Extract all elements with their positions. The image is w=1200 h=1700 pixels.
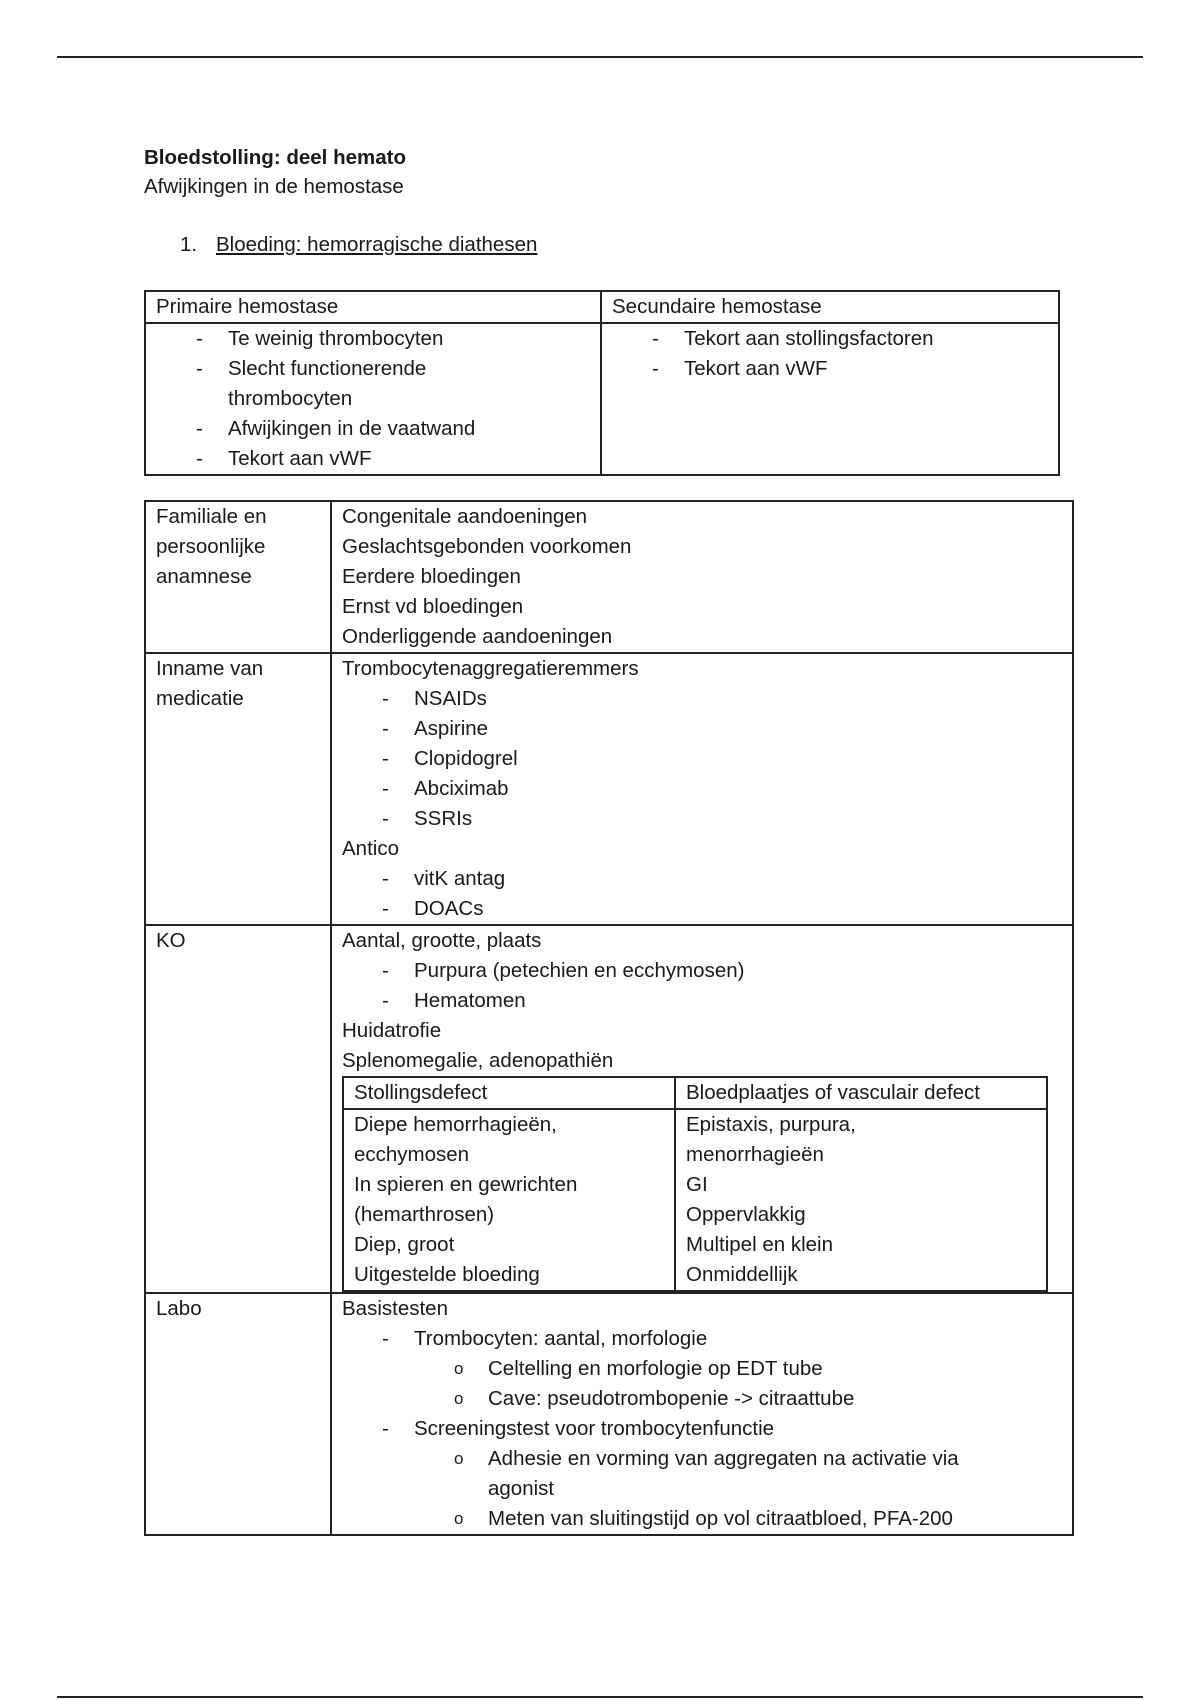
text-line: Onmiddellijk bbox=[686, 1263, 798, 1286]
text-line: Trombocytenaggregatieremmers bbox=[342, 657, 639, 680]
text-line: Diep, groot bbox=[354, 1233, 455, 1256]
section-number: 1. bbox=[180, 233, 198, 256]
list-item: - Hematomen bbox=[342, 986, 1064, 1016]
table-header-secondary: Secundaire hemostase bbox=[601, 291, 1059, 323]
list-item: - Tekort aan stollingsfactoren bbox=[612, 324, 1050, 354]
text-line: Ernst vd bloedingen bbox=[342, 595, 524, 618]
ko-content bbox=[331, 925, 1073, 1293]
text-line: Eerdere bloedingen bbox=[342, 565, 521, 588]
medication-content bbox=[331, 653, 1073, 925]
table-row bbox=[145, 925, 1073, 1293]
inner-header-coagulation: Stollingsdefect bbox=[343, 1077, 675, 1109]
bleeding-comparison-table bbox=[342, 1076, 1048, 1292]
list-item: - NSAIDs bbox=[342, 684, 1064, 714]
list-item: - DOACs bbox=[342, 894, 1064, 924]
secondary-hemostasis-cell bbox=[601, 323, 1059, 475]
text-line: Epistaxis, purpura, menorrhagieën bbox=[686, 1113, 856, 1166]
anamnesis-table bbox=[144, 500, 1074, 1536]
text-line: Aantal, grootte, plaats bbox=[342, 929, 542, 952]
text-line: Uitgestelde bloeding bbox=[354, 1263, 540, 1286]
sub-list-item: o Cave: pseudotrombopenie -> citraattube bbox=[342, 1384, 1064, 1414]
header-rule bbox=[57, 56, 1143, 58]
list-item: - Screeningstest voor trombocytenfunctie bbox=[342, 1414, 1064, 1444]
familial-content bbox=[331, 501, 1073, 653]
text-line: GI bbox=[686, 1173, 708, 1196]
labo-content bbox=[331, 1293, 1073, 1535]
list-item: - Te weinig thrombocyten bbox=[156, 324, 592, 354]
page-subtitle: Afwijkingen in de hemostase bbox=[144, 175, 404, 198]
row-label-labo: Labo bbox=[145, 1293, 331, 1535]
row-label-ko: KO bbox=[145, 925, 331, 1293]
section-heading bbox=[180, 230, 537, 260]
text-line: Oppervlakkig bbox=[686, 1203, 806, 1226]
text-line: Onderliggende aandoeningen bbox=[342, 625, 613, 648]
list-item: - Clopidogrel bbox=[342, 744, 1064, 774]
table-row bbox=[145, 653, 1073, 925]
list-item: - Aspirine bbox=[342, 714, 1064, 744]
page-title: Bloedstolling: deel hemato bbox=[144, 146, 406, 169]
text-line: Splenomegalie, adenopathiën bbox=[342, 1049, 614, 1072]
list-item: - Trombocyten: aantal, morfologie bbox=[342, 1324, 1064, 1354]
text-line: Geslachtsgebonden voorkomen bbox=[342, 535, 632, 558]
hemostasis-table bbox=[144, 290, 1060, 476]
text-line: Antico bbox=[342, 837, 399, 860]
list-item: - SSRIs bbox=[342, 804, 1064, 834]
footer-rule bbox=[57, 1696, 1143, 1698]
list-item: - Slecht functionerende thrombocyten bbox=[156, 354, 592, 414]
coagulation-defect-cell bbox=[343, 1109, 675, 1291]
list-item: - vitK antag bbox=[342, 864, 1064, 894]
list-item: - Afwijkingen in de vaatwand bbox=[156, 414, 592, 444]
table-header-primary: Primaire hemostase bbox=[145, 291, 601, 323]
list-item: - Tekort aan vWF bbox=[156, 444, 592, 474]
text-line: Congenitale aandoeningen bbox=[342, 505, 588, 528]
primary-hemostasis-cell bbox=[145, 323, 601, 475]
text-line: Huidatrofie bbox=[342, 1019, 442, 1042]
text-line: Diepe hemorrhagieën, ecchymosen bbox=[354, 1113, 557, 1166]
sub-list-item: o Celtelling en morfologie op EDT tube bbox=[342, 1354, 1064, 1384]
text-line: Multipel en klein bbox=[686, 1233, 833, 1256]
text-line: Basistesten bbox=[342, 1297, 448, 1320]
sub-list-item: o Meten van sluitingstijd op vol citraatbloed, PFA-200 bbox=[342, 1504, 1064, 1534]
list-item: - Abciximab bbox=[342, 774, 1064, 804]
section-title: Bloeding: hemorragische diathesen bbox=[216, 233, 538, 256]
platelet-defect-cell bbox=[675, 1109, 1047, 1291]
text-line: In spieren en gewrichten (hemarthrosen) bbox=[354, 1173, 578, 1226]
row-label-familial: Familiale en persoonlijke anamnese bbox=[145, 501, 331, 653]
sub-list-item: o Adhesie en vorming van aggregaten na activatie via agonist bbox=[342, 1444, 1064, 1504]
list-item: - Tekort aan vWF bbox=[612, 354, 1050, 384]
table-row bbox=[145, 501, 1073, 653]
row-label-medication: Inname van medicatie bbox=[145, 653, 331, 925]
list-item: - Purpura (petechien en ecchymosen) bbox=[342, 956, 1064, 986]
inner-header-platelet: Bloedplaatjes of vasculair defect bbox=[675, 1077, 1047, 1109]
table-row bbox=[145, 1293, 1073, 1535]
